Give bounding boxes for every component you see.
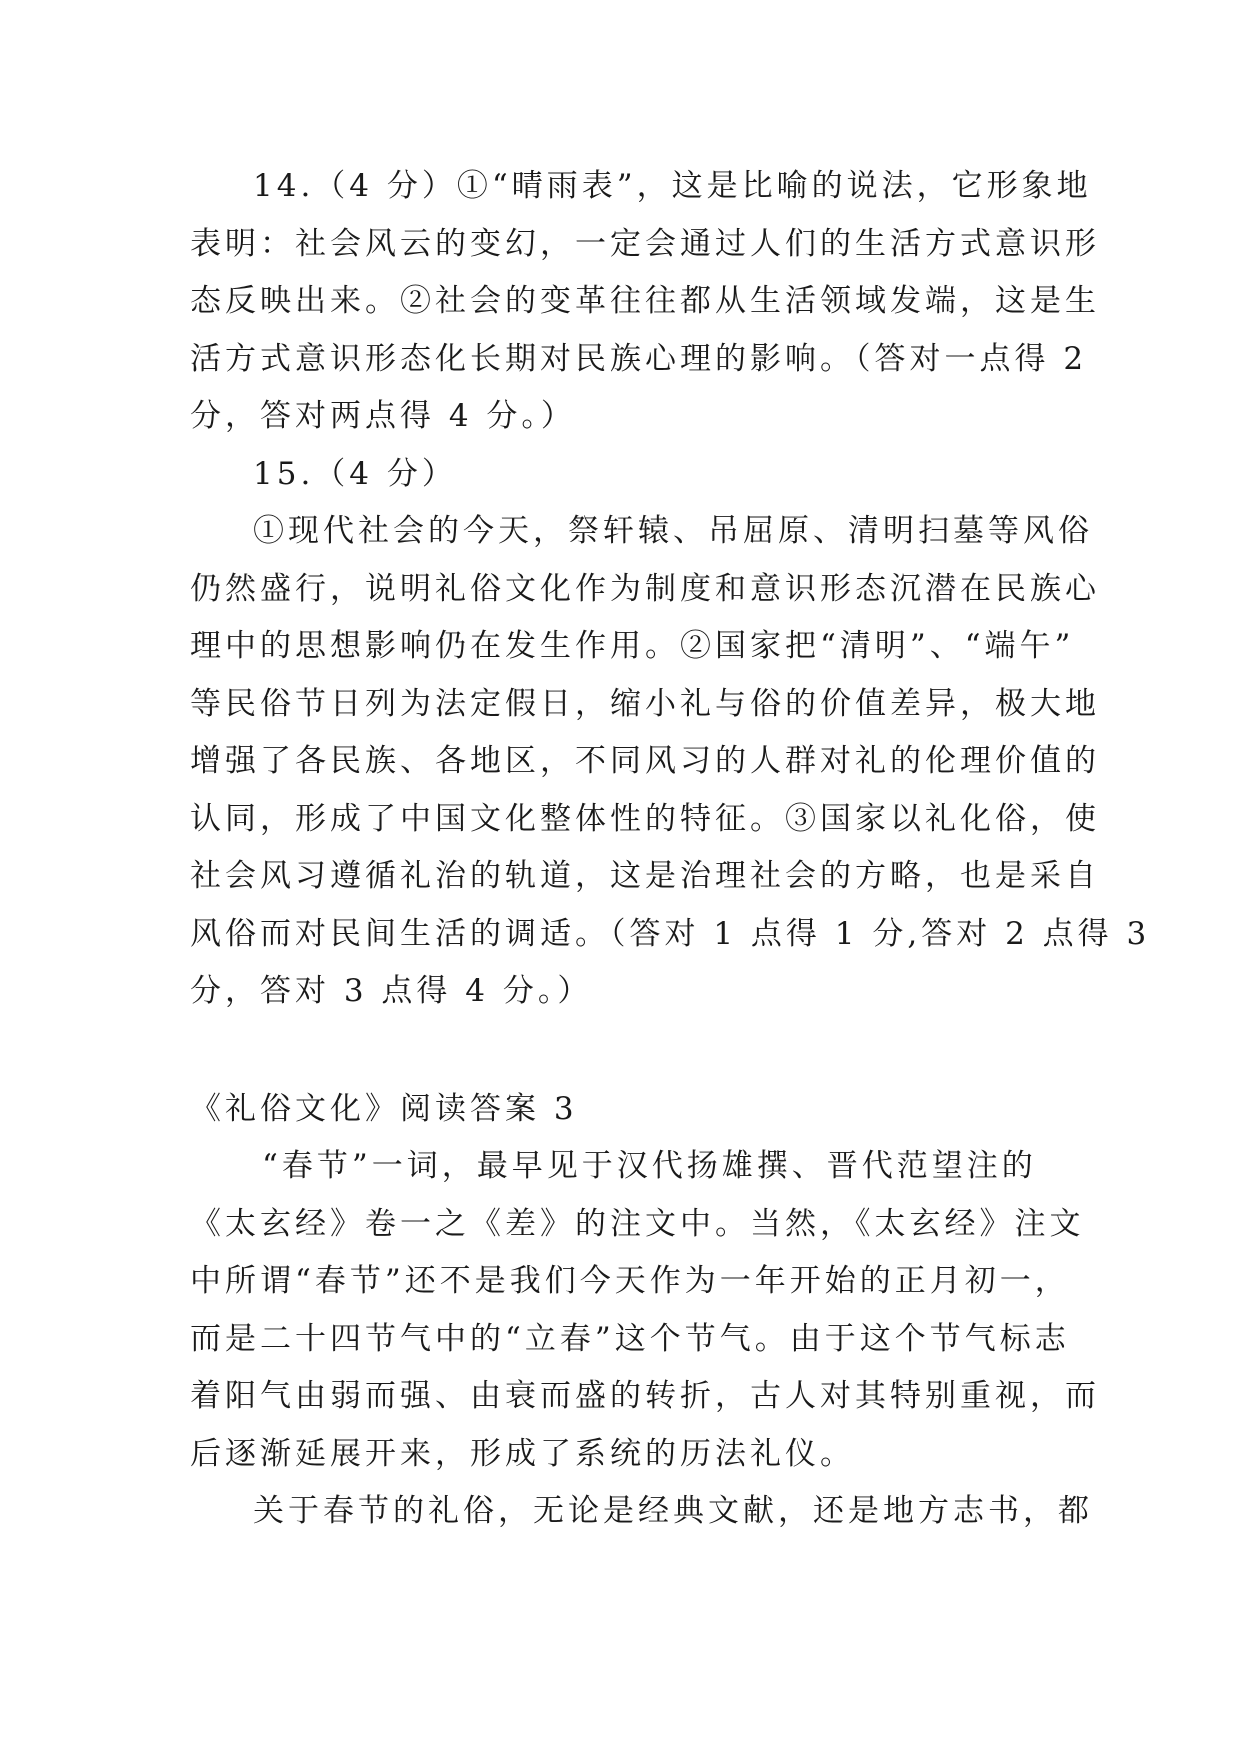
para1-line-2: 《太玄经》卷一之《差》的注文中。当然，《太玄经》注文 <box>190 1205 1085 1242</box>
q15-heading: 15.（4 分） <box>253 455 457 492</box>
q14-line-4: 活方式意识形态化长期对民族心理的影响。（答对一点得 2 <box>190 340 1088 377</box>
para1-line-1: “春节”一词，最早见于汉代扬雄撰、晋代范望注的 <box>262 1148 1037 1184</box>
q14-line-1: 14.（4 分）①“晴雨表”，这是比喻的说法，它形象地 <box>253 168 1092 204</box>
q15-line-4: 等民俗节日列为法定假日，缩小礼与俗的价值差异，极大地 <box>190 685 1100 722</box>
q15-line-7: 社会风习遵循礼治的轨道，这是治理社会的方略，也是采自 <box>190 858 1100 894</box>
section-gap <box>190 1021 1046 1081</box>
para1-line-4: 而是二十四节气中的“立春”这个节气。由于这个节气标志 <box>190 1320 1070 1357</box>
q15-line-5: 增强了各民族、各地区，不同风习的人群对礼的伦理价值的 <box>190 743 1100 779</box>
para1-line-5: 着阳气由弱而强、由衰而盛的转折，古人对其特别重视，而 <box>190 1378 1100 1414</box>
q15-line-1: ①现代社会的今天，祭轩辕、吊屈原、清明扫墓等风俗 <box>253 513 1093 549</box>
q15-line-8: 风俗而对民间生活的调适。（答对 1 点得 1 分,答对 2 点得 3 <box>190 915 1151 952</box>
q14-line-3: 态反映出来。②社会的变革往往都从生活领域发端，这是生 <box>190 283 1100 319</box>
q15-line-6: 认同，形成了中国文化整体性的特征。③国家以礼化俗，使 <box>190 800 1100 837</box>
q14-line-2: 表明：社会风云的变幻，一定会通过人们的生活方式意识形 <box>190 225 1100 262</box>
para2-line-1: 关于春节的礼俗，无论是经典文献，还是地方志书，都 <box>253 1493 1093 1529</box>
document-page <box>190 158 1151 1541</box>
para1-line-3: 中所谓“春节”还不是我们今天作为一年开始的正月初一， <box>190 1263 1070 1299</box>
para1-line-6: 后逐渐延展开来，形成了系统的历法礼仪。 <box>190 1435 855 1472</box>
q15-line-2: 仍然盛行，说明礼俗文化作为制度和意识形态沉潜在民族心 <box>190 570 1100 607</box>
section-title: 《礼俗文化》阅读答案 3 <box>190 1090 578 1127</box>
q15-line-3: 理中的思想影响仍在发生作用。②国家把“清明”、“端午” <box>190 628 1075 664</box>
q14-line-5: 分，答对两点得 4 分。） <box>190 398 576 434</box>
q15-line-9: 分，答对 3 点得 4 分。） <box>190 973 593 1009</box>
